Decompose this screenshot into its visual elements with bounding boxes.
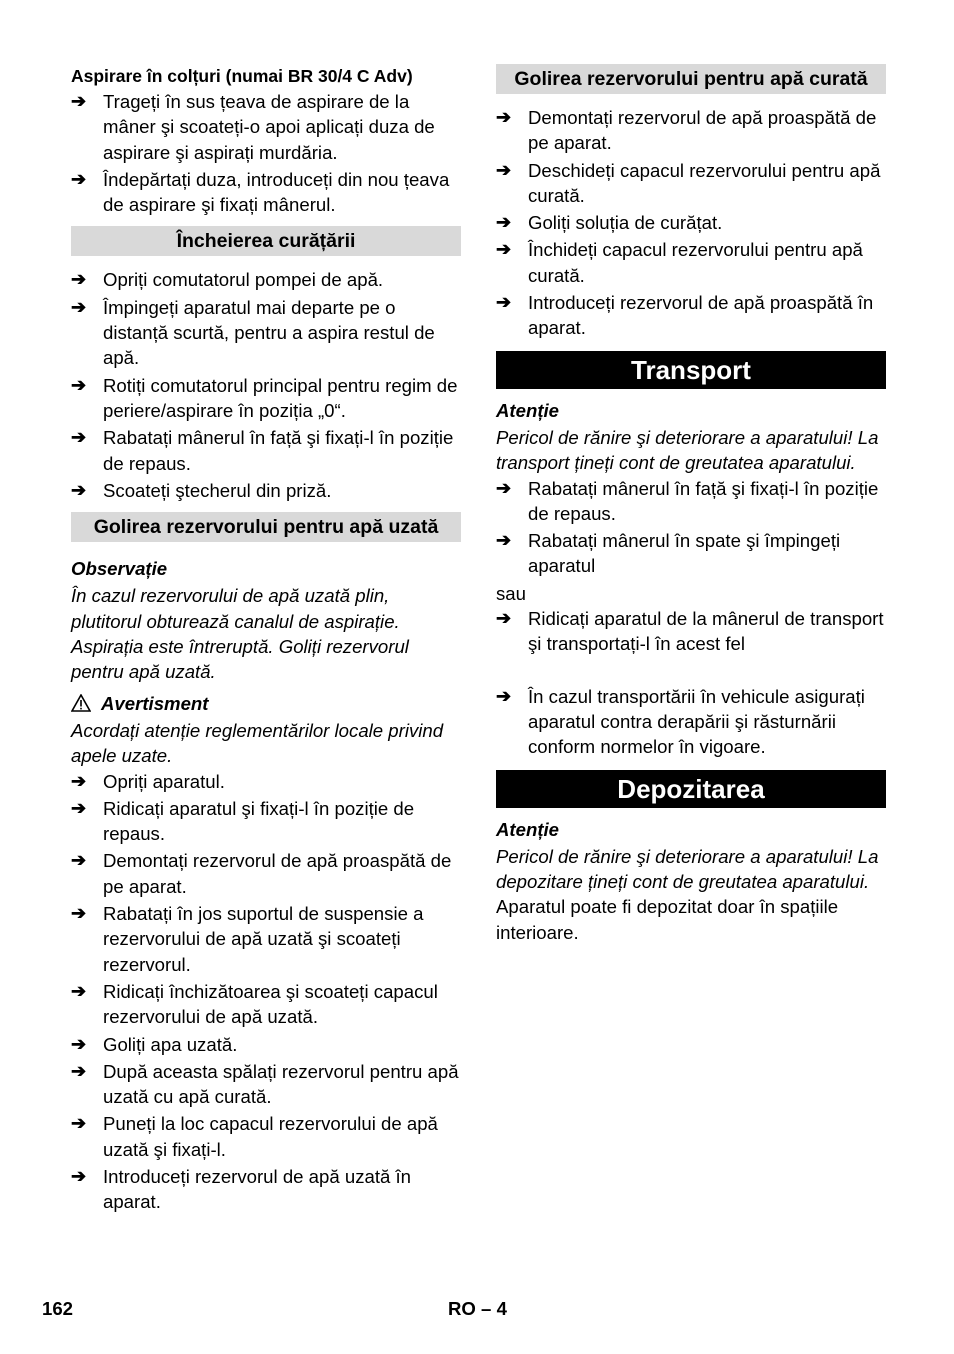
transport-caution-label: Atenție [496,399,560,421]
arrow-right-icon: ➔ [71,168,87,189]
storage-text: Aparatul poate fi depozitat doar în spațiile interioare. [496,896,839,943]
arrow-right-icon: ➔ [496,608,512,629]
arrow-right-icon: ➔ [71,1113,87,1134]
list-item [71,89,461,165]
transport-title: Transport [496,351,886,389]
arrow-right-icon: ➔ [71,770,87,791]
list-item-text: Ridicați aparatul de la mânerul de transport şi transportați-l în acest fel [528,608,884,655]
warning-text: Acordați atenție reglementărilor locale privind apele uzate. [71,719,444,767]
list-item [71,1164,461,1215]
list-item-text: Opriți comutatorul pompei de apă. [103,269,384,291]
arrow-right-icon: ➔ [496,107,512,127]
list-item [71,796,461,847]
page-number: 162 [42,1298,74,1319]
list-item [71,1111,461,1162]
list-item-text: Rabatați mânerul în față şi fixați-l în poziție de repaus. [528,477,879,524]
arrow-right-icon: ➔ [71,269,87,290]
list-item-text: În cazul transportării în vehicule asigurați aparatul contra derapării şi răsturnării conform normelor în vigoare. [528,685,865,758]
warning-triangle-icon [71,694,91,712]
spacer [496,659,886,684]
arrow-right-icon: ➔ [71,479,87,500]
list-item-text: Introduceți rezervorul de apă proaspătă în aparat. [528,292,874,339]
list-item [496,105,886,156]
list-item [496,210,886,235]
list-item [71,425,461,476]
arrow-right-icon: ➔ [71,91,87,111]
list-item-text: Trageți în sus țeava de aspirare de la mâner şi scoateți-o apoi aplicați duza de aspirare şi aspirați murdăria. [103,91,435,163]
list-item-text: Rabatați în jos suportul de suspensie a rezervorului de apă uzată şi scoateți rezervorul. [103,903,424,975]
end-cleaning-list [71,267,461,503]
arrow-right-icon: ➔ [71,980,87,1001]
arrow-right-icon: ➔ [496,292,512,313]
list-item [71,1032,461,1057]
list-item [496,528,886,579]
arrow-right-icon: ➔ [496,530,512,551]
arrow-right-icon: ➔ [496,239,512,260]
list-item [71,848,461,899]
list-item [71,267,461,292]
corner-list [71,89,461,217]
list-item [496,684,886,760]
arrow-right-icon: ➔ [71,296,87,317]
end-cleaning-title: Încheierea curățării [71,226,461,256]
list-item-text: Rabatați mânerul în față şi fixați-l în poziție de repaus. [103,427,454,474]
transport-list-c [496,684,886,760]
corner-heading: Aspirare în colțuri (numai BR 30/4 C Adv) [71,66,413,86]
clean-tank-title: Golirea rezervorului pentru apă curată [496,64,886,94]
list-item [496,606,886,657]
list-item-text: Închideți capacul rezervorului pentru apă curată. [528,239,863,286]
transport-list-b [496,606,886,657]
arrow-right-icon: ➔ [71,797,87,818]
arrow-right-icon: ➔ [71,850,87,871]
note-text: În cazul rezervorului de apă uzată plin, plutitorul obturează canalul de aspirație. Aspirația este întreruptă. Goliți rezervorul pentru apă uzată. [71,585,409,683]
arrow-right-icon: ➔ [71,1060,87,1081]
or-text: sau [496,582,526,604]
right-column [496,64,886,945]
transport-list-a [496,476,886,579]
list-item [71,295,461,371]
arrow-right-icon: ➔ [71,903,87,924]
list-item-text: Demontați rezervorul de apă proaspătă de pe aparat. [103,850,452,897]
waste-tank-list [71,769,461,1215]
list-item-text: Scoateți ştecherul din priză. [103,479,332,501]
warning-heading [71,691,461,716]
arrow-right-icon: ➔ [71,1165,87,1186]
arrow-right-icon: ➔ [496,685,512,706]
arrow-right-icon: ➔ [496,212,512,233]
waste-tank-title: Golirea rezervorului pentru apă uzată [71,512,461,542]
list-item [71,373,461,424]
list-item-text: Rotiți comutatorul principal pentru regim de periere/aspirare în poziția „0“. [103,374,458,421]
list-item-text: Puneți la loc capacul rezervorului de apă uzată şi fixați-l. [103,1113,438,1160]
list-item [71,478,461,503]
list-item [496,476,886,527]
list-item-text: Ridicați aparatul şi fixați-l în poziție de repaus. [103,797,415,845]
arrow-right-icon: ➔ [496,159,512,180]
list-item [71,167,461,218]
note-label: Observație [71,558,168,580]
list-item [71,769,461,794]
arrow-right-icon: ➔ [71,1033,87,1054]
list-item [71,1059,461,1110]
warning-label: Avertisment [101,692,209,714]
list-item-text: Goliți apa uzată. [103,1033,238,1055]
list-item-text: Rabatați mânerul în spate şi împingeți aparatul [528,530,841,577]
language-page-label: RO – 4 [448,1298,507,1319]
list-item-text: Introduceți rezervorul de apă uzată în aparat. [103,1165,412,1213]
arrow-right-icon: ➔ [71,427,87,448]
list-item-text: Goliți soluția de curățat. [528,212,723,234]
list-item-text: După aceasta spălați rezervorul pentru apă uzată cu apă curată. [103,1060,459,1108]
list-item [496,290,886,341]
list-item [71,979,461,1030]
list-item-text: Demontați rezervorul de apă proaspătă de pe aparat. [528,107,877,154]
list-item-text: Deschideți capacul rezervorului pentru apă curată. [528,159,881,206]
left-column [71,64,461,1217]
storage-caution-label: Atenție [496,818,560,840]
arrow-right-icon: ➔ [496,477,512,498]
arrow-right-icon: ➔ [71,374,87,395]
storage-title: Depozitarea [496,770,886,808]
storage-caution-text: Pericol de rănire şi deteriorare a aparatului! La depozitare țineți cont de greutatea aparatului. [496,845,879,893]
list-item-text: Ridicați închizătoarea şi scoateți capacul rezervorului de apă uzată. [103,980,438,1028]
list-item [496,237,886,288]
list-item-text: Îndepărtați duza, introduceți din nou țeava de aspirare şi fixați mânerul. [103,168,450,216]
transport-caution-text: Pericol de rănire şi deteriorare a aparatului! La transport țineți cont de greutatea aparatului. [496,426,879,474]
list-item-text: Opriți aparatul. [103,770,225,792]
list-item [71,901,461,977]
clean-tank-list [496,105,886,341]
list-item-text: Împingeți aparatul mai departe pe o distanță scurtă, pentru a aspira restul de apă. [103,296,435,369]
list-item [496,158,886,209]
